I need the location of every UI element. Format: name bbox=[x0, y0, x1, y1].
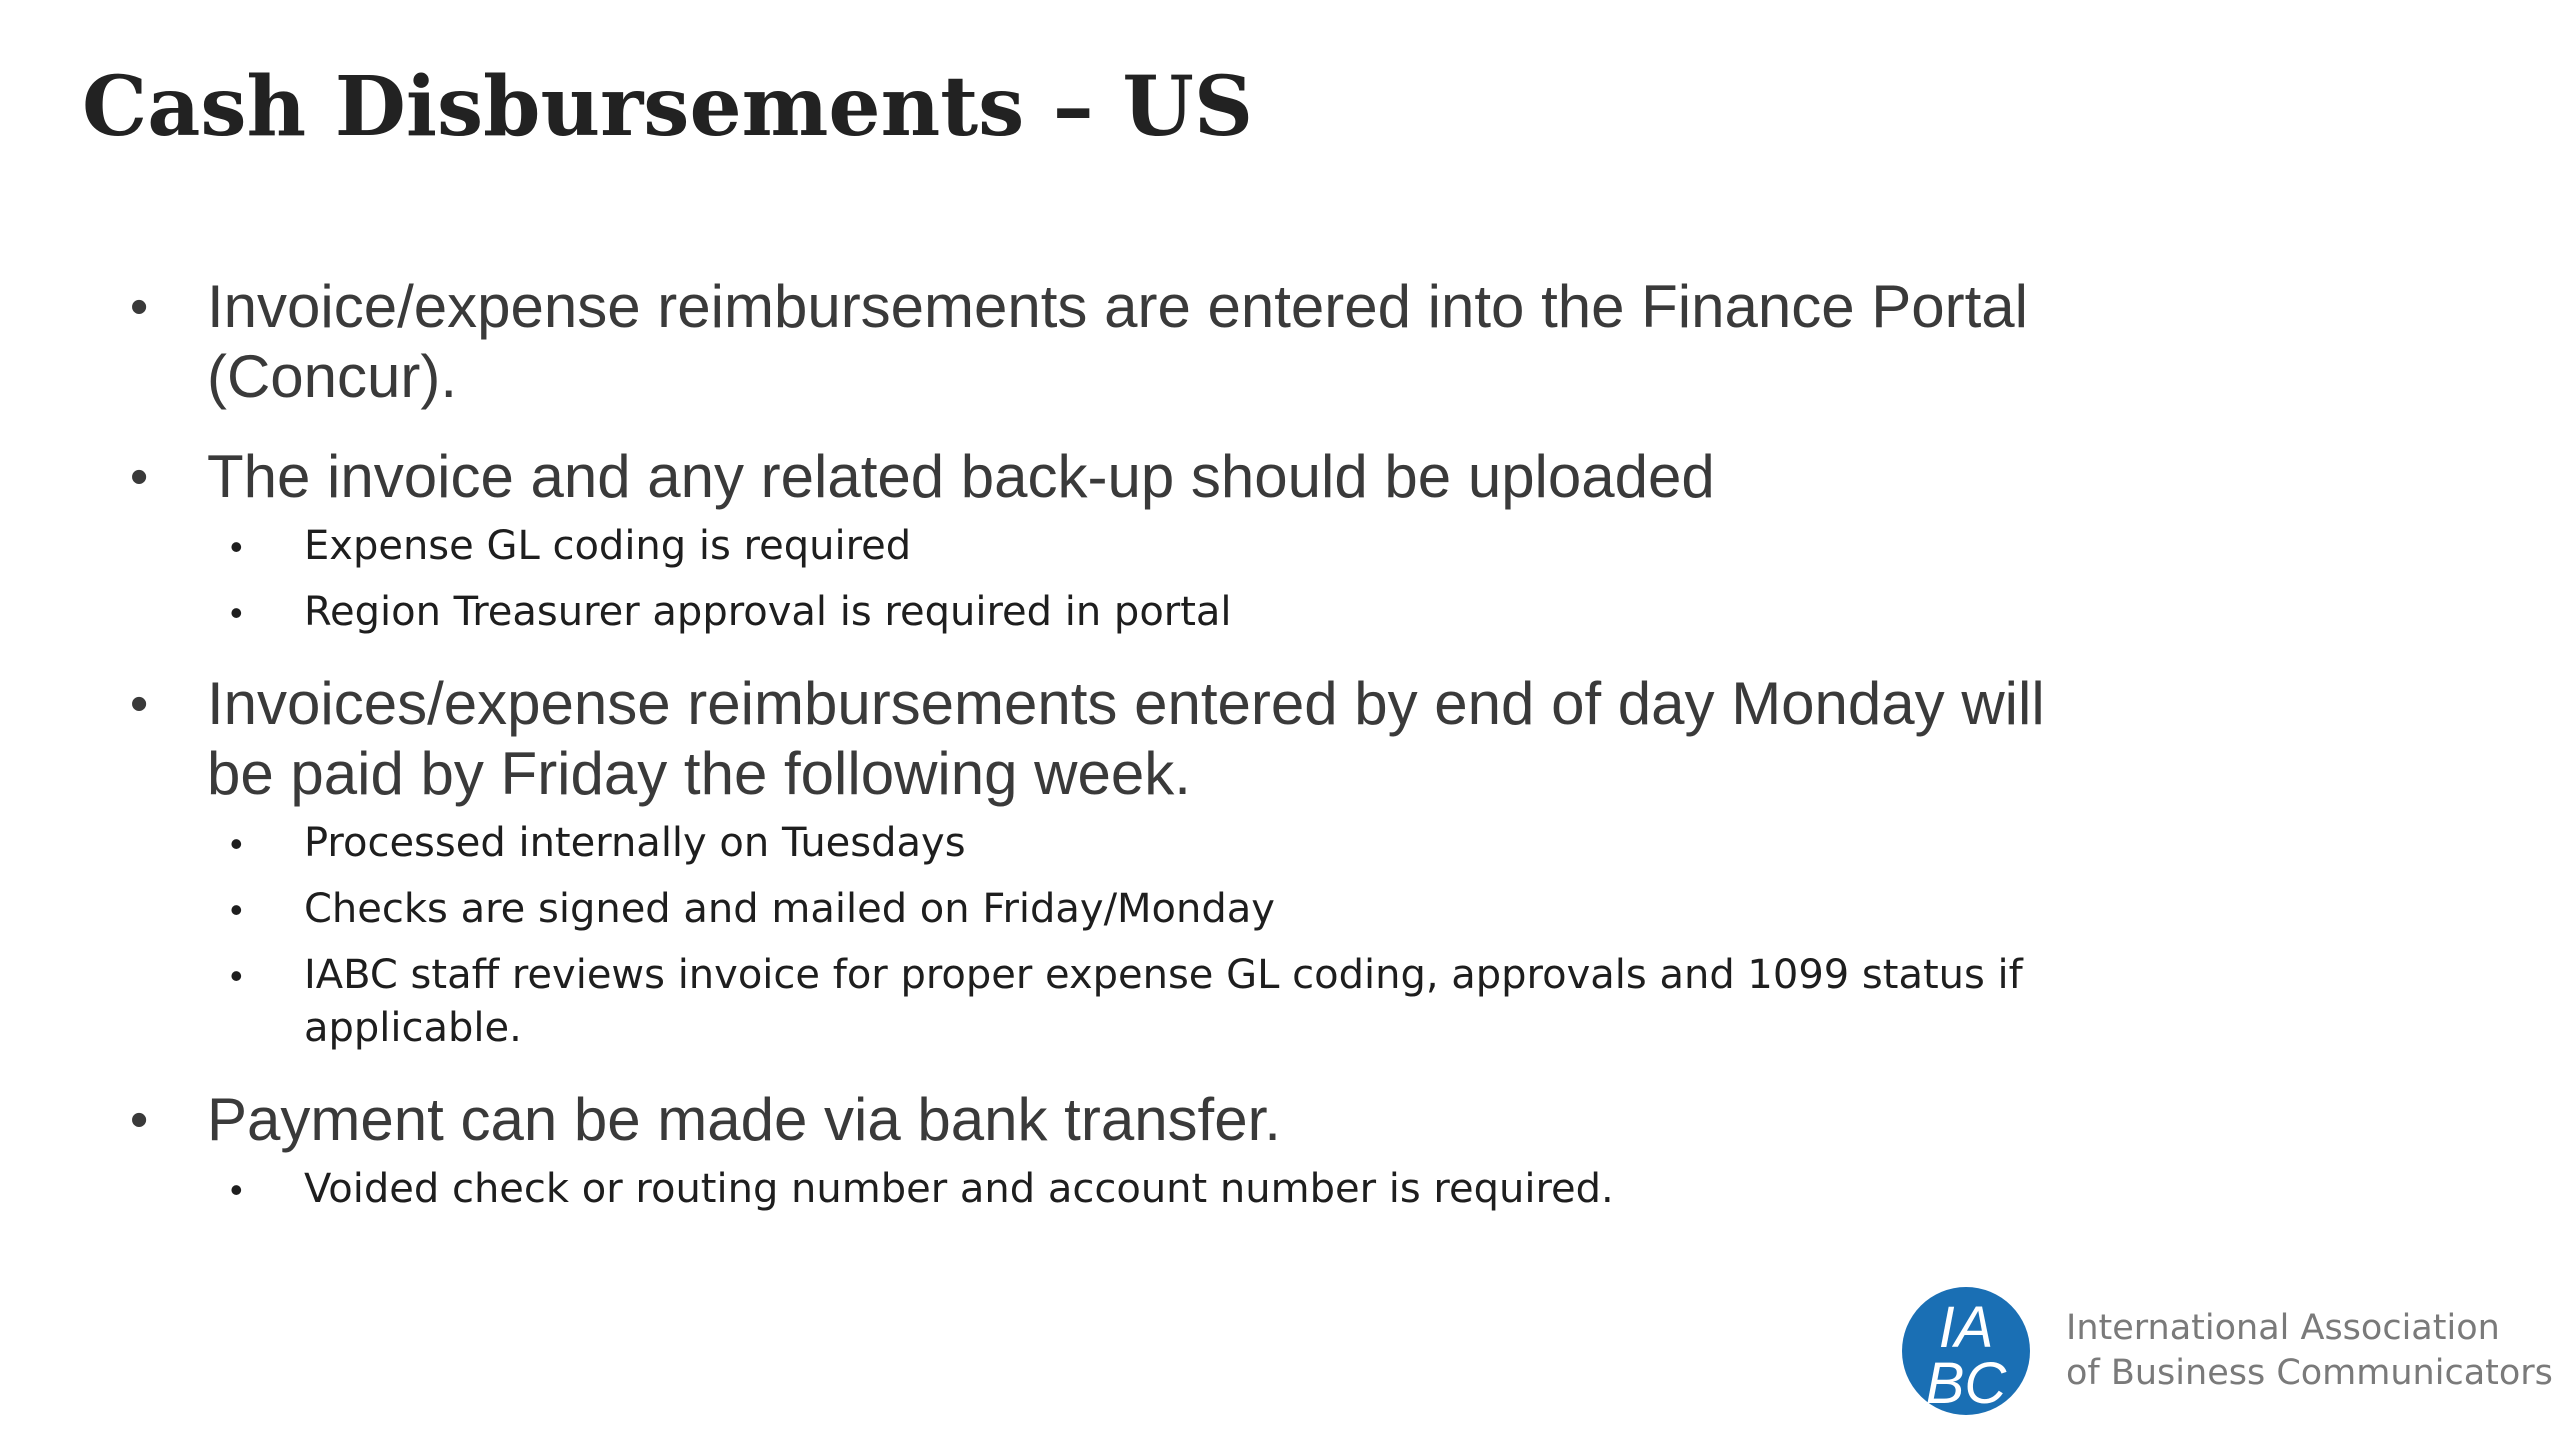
iabc-logo-icon bbox=[1900, 1285, 2032, 1417]
sub-bullet-marker: • bbox=[230, 592, 243, 633]
sub-bullet-text: Voided check or routing number and account number is required. bbox=[304, 1166, 1614, 1212]
svg-text:BC: BC bbox=[1925, 1351, 2007, 1416]
sub-bullet-item bbox=[130, 520, 2050, 573]
organization-name-line: of Business Communicators bbox=[2066, 1353, 2553, 1393]
bullet-item bbox=[130, 272, 2050, 412]
bullet-item bbox=[130, 1085, 2050, 1155]
sub-bullet-text: IABC staff reviews invoice for proper expense GL coding, approvals and 1099 status if applicable. bbox=[304, 952, 2023, 1051]
svg-text:IA: IA bbox=[1938, 1295, 1994, 1360]
sub-bullet-item bbox=[130, 1163, 2050, 1216]
sub-bullet-marker: • bbox=[230, 889, 243, 930]
sub-bullet-marker: • bbox=[230, 526, 243, 567]
sub-bullet-marker: • bbox=[230, 1169, 243, 1210]
sub-bullet-text: Processed internally on Tuesdays bbox=[304, 820, 966, 866]
sub-bullet-text: Region Treasurer approval is required in portal bbox=[304, 589, 1232, 635]
sub-bullet-item bbox=[130, 586, 2050, 639]
sub-bullet-text: Checks are signed and mailed on Friday/Monday bbox=[304, 886, 1275, 932]
sub-bullet-marker: • bbox=[230, 823, 243, 864]
sub-bullet-item bbox=[130, 883, 2050, 936]
bullet-text: Invoices/expense reimbursements entered by end of day Monday will be paid by Friday the following week. bbox=[207, 670, 2045, 807]
slide-title: Cash Disbursements – US bbox=[82, 59, 1254, 155]
bullet-text: The invoice and any related back-up should be uploaded bbox=[207, 443, 1715, 510]
bullet-marker: • bbox=[130, 448, 149, 506]
bullet-marker: • bbox=[130, 675, 149, 733]
bullet-list bbox=[130, 272, 2050, 1216]
bullet-marker: • bbox=[130, 278, 149, 336]
bullet-text: Payment can be made via bank transfer. bbox=[207, 1086, 1281, 1153]
sub-bullet-item bbox=[130, 817, 2050, 870]
sub-bullet-text: Expense GL coding is required bbox=[304, 523, 912, 569]
organization-name-line: International Association bbox=[2066, 1308, 2500, 1348]
sub-bullet-item bbox=[130, 949, 2050, 1055]
iabc-logo bbox=[1900, 1285, 2553, 1417]
organization-name bbox=[2066, 1306, 2553, 1396]
bullet-text: Invoice/expense reimbursements are entered into the Finance Portal (Concur). bbox=[207, 273, 2029, 410]
bullet-marker: • bbox=[130, 1091, 149, 1149]
bullet-item bbox=[130, 669, 2050, 809]
sub-bullet-marker: • bbox=[230, 955, 243, 996]
bullet-item bbox=[130, 442, 2050, 512]
